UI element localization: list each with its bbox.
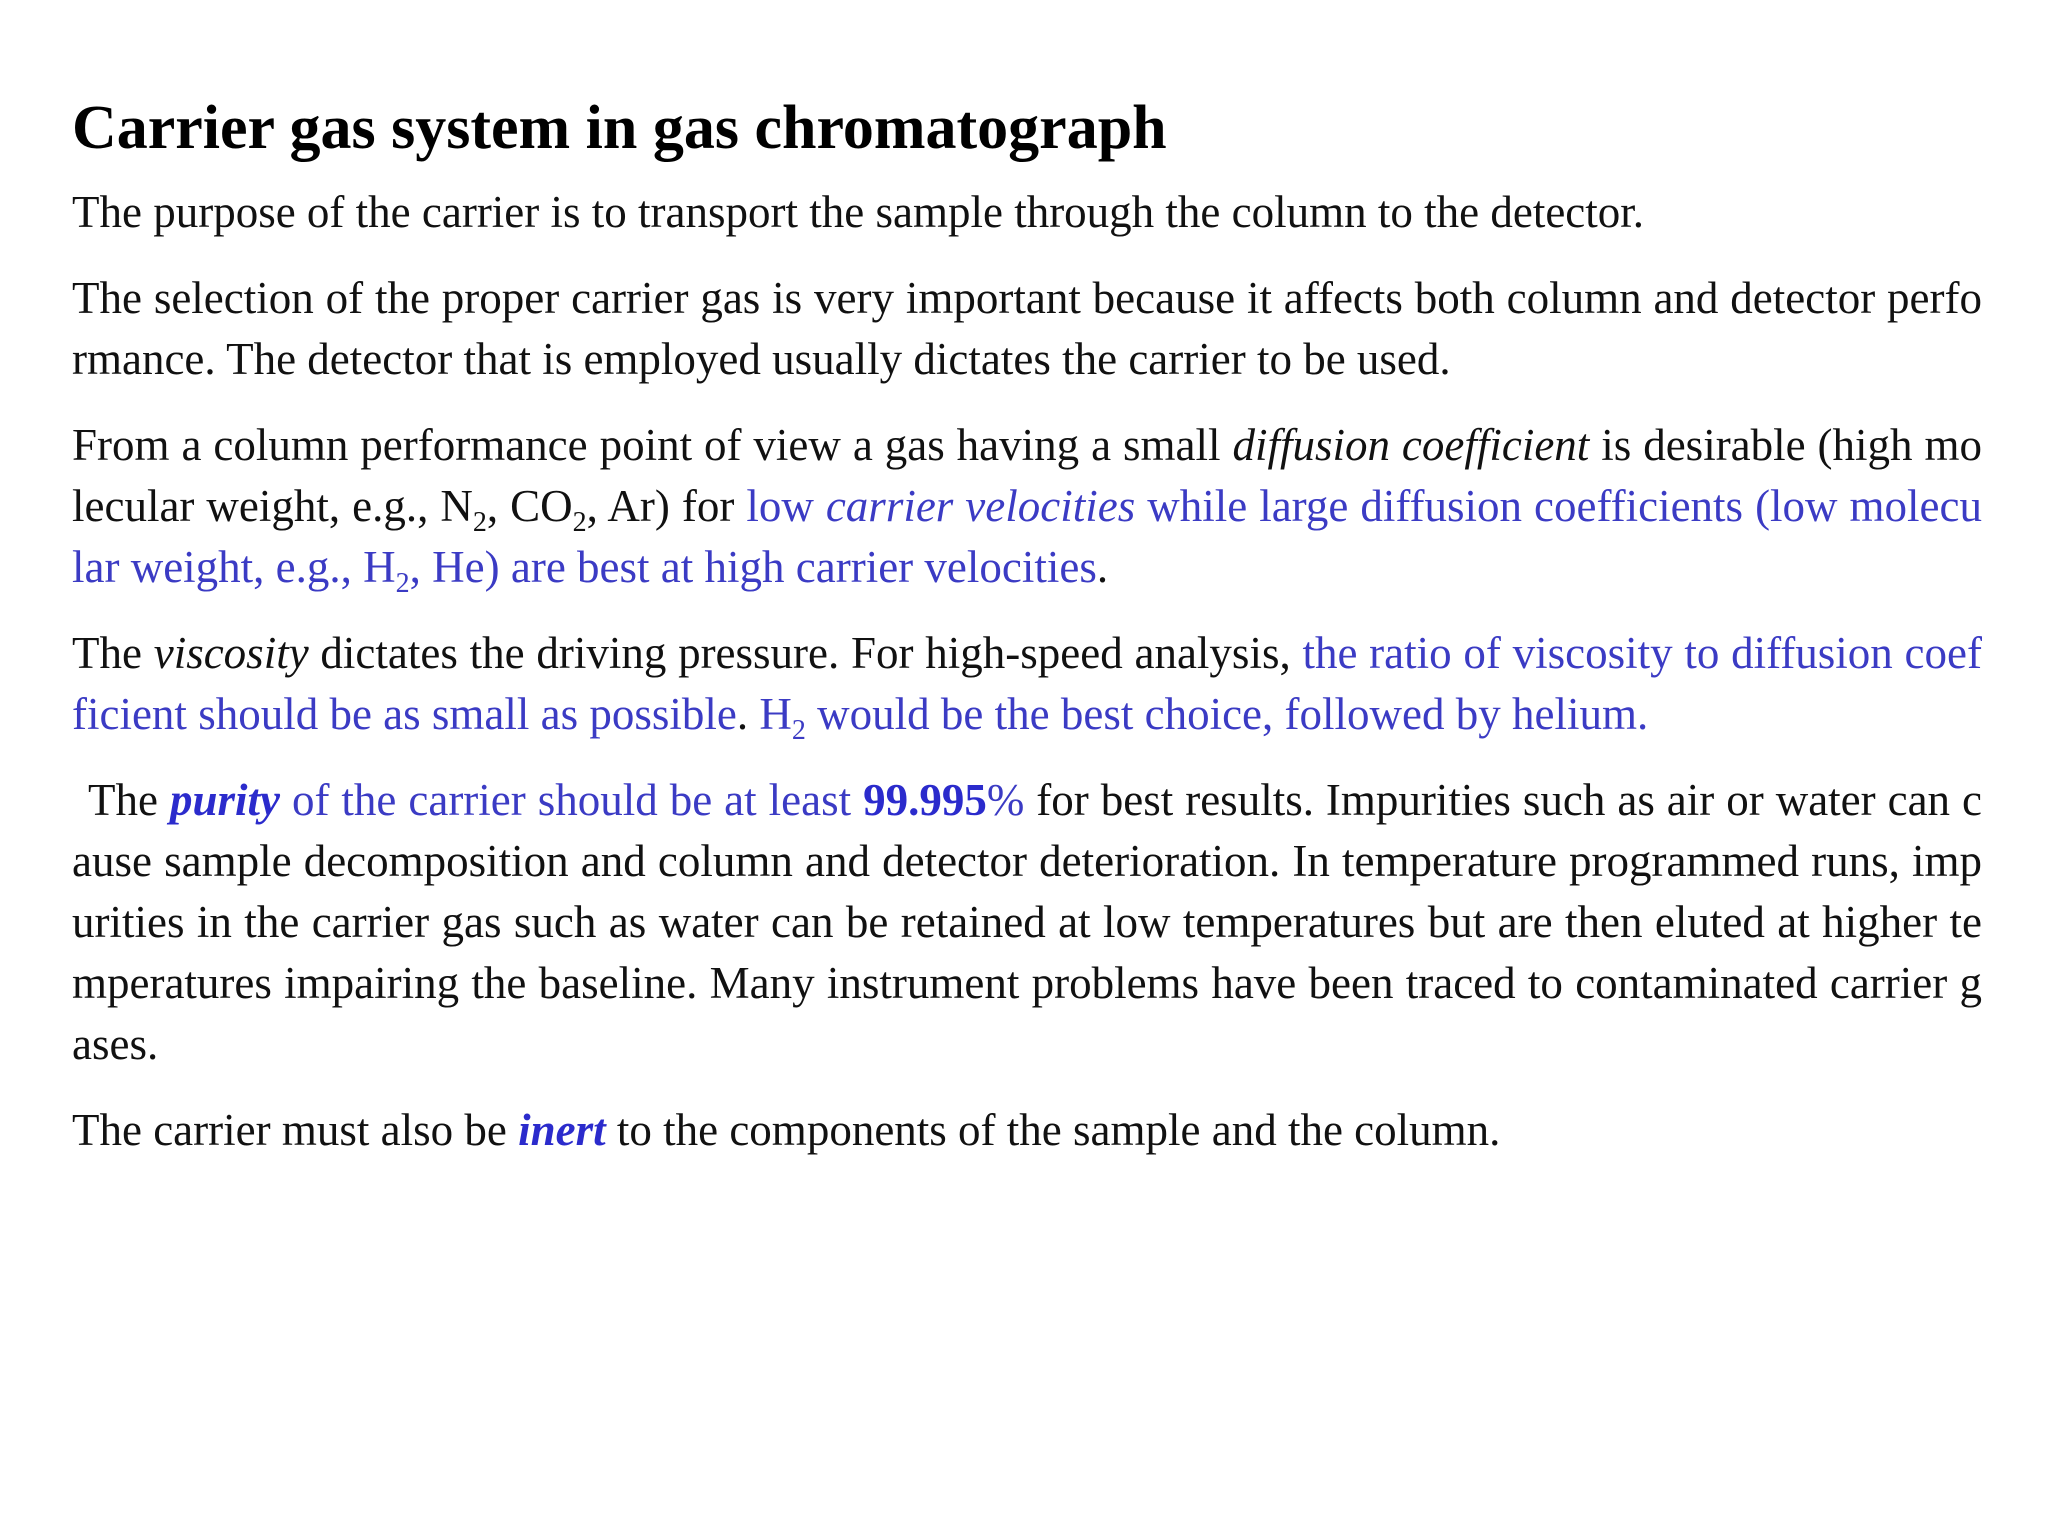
paragraph-purpose: The purpose of the carrier is to transport the sample through the column to the detector. <box>72 187 1645 237</box>
text-run: , Ar) for <box>586 481 747 531</box>
highlight-carrier-velocities: carrier velocities <box>825 481 1136 531</box>
text-run: From a column performance point of view a gas having a small <box>72 420 1233 470</box>
slide-content <box>72 88 1982 1186</box>
subscript: 2 <box>791 715 806 746</box>
highlight-purity-value: 99.995 <box>863 775 987 825</box>
emphasis-purity: purity <box>169 775 280 825</box>
text-run: . <box>736 689 760 739</box>
page-title: Carrier gas system in gas chromatograph <box>72 94 1167 162</box>
text-run: for best results. Impurities such as air or water can cause sample decomposition and column and detector deterioration. In temperature programmed runs, impurities in the carrier gas such as water can be retained at low temperatures but are then eluted at higher temperatures impairing the baseline. Many instrument problems have been traced to contaminated carrier gases. <box>72 775 1983 1069</box>
text-run: The <box>88 775 170 825</box>
highlight-large-diffusion: while large diffusion coefficients (low molecular weight, e.g., H <box>72 481 1982 592</box>
subscript: 2 <box>472 507 487 538</box>
text-run: The <box>72 628 154 678</box>
paragraph-viscosity <box>72 623 1982 745</box>
text-run: , CO <box>486 481 573 531</box>
subscript: 2 <box>572 507 587 538</box>
emphasis-inert: inert <box>518 1105 606 1155</box>
text-run: to the components of the sample and the column. <box>605 1105 1501 1155</box>
paragraph-inert <box>72 1100 1982 1161</box>
subscript: 2 <box>395 568 410 599</box>
text-run: dictates the driving pressure. For high-speed analysis, <box>308 628 1303 678</box>
paragraph-purity <box>72 770 1982 1075</box>
highlight-best-choice: would be the best choice, followed by helium. <box>805 689 1649 739</box>
highlight-h2: H <box>759 689 792 739</box>
text-run: . <box>1096 542 1109 592</box>
text-run: The carrier must also be <box>72 1105 519 1155</box>
highlight-percent: % <box>986 775 1025 825</box>
highlight-at-least: of the carrier should be at least <box>279 775 864 825</box>
emphasis-diffusion-coefficient: diffusion coefficient <box>1232 420 1590 470</box>
highlight-low: low <box>746 481 826 531</box>
highlight-ratio: the ratio of viscosity to diffusion coefficient should be as small as possible <box>72 628 1982 739</box>
highlight-high-velocities: , He) are best at high carrier velocities <box>409 542 1097 592</box>
paragraph-diffusion <box>72 415 1982 598</box>
text-run: is desirable (high molecular weight, e.g., N <box>72 420 1982 531</box>
paragraph-selection: The selection of the proper carrier gas is very important because it affects both column and detector performance. The detector that is employed usually dictates the carrier to be used. <box>72 273 1982 384</box>
emphasis-viscosity: viscosity <box>153 628 309 678</box>
